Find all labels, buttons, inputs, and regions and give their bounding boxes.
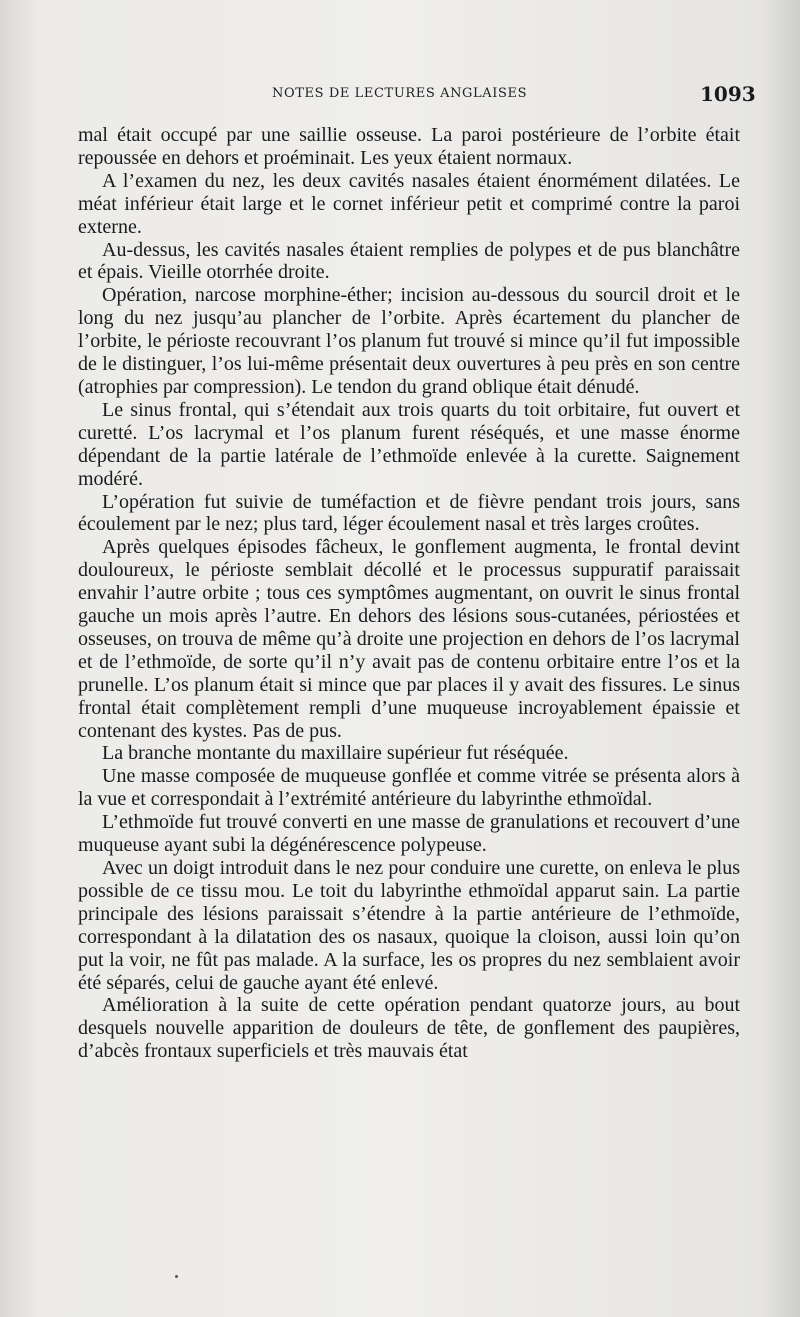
body-text (78, 124, 740, 1063)
paragraph: Une masse composée de muqueuse gonflée et comme vitrée se présenta alors à la vue et correspondait à l’extrémité antérieure du labyrinthe ethmoïdal. (78, 765, 740, 811)
paragraph: Après quelques épisodes fâcheux, le gonflement augmenta, le frontal devint douloureux, le périoste semblait décollé et le processus suppuratif paraissait envahir l’autre orbite ; tous ces symptômes augmentant, on ouvrit le sinus frontal gauche un mois après l’autre. En dehors des lésions sous-cutanées, périostées et osseuses, on trouva de même qu’à droite une projection en dehors de l’os lacrymal et de l’ethmoïde, de sorte qu’il n’y avait pas de contenu orbitaire entre l’os et la prunelle. L’os planum était si mince que par places il y avait des fissures. Le sinus frontal était complètement rempli d’une muqueuse incroyablement épaissie et contenant des kystes. Pas de pus. (78, 536, 740, 742)
running-title: NOTES DE LECTURES ANGLAISES (272, 86, 528, 101)
paragraph: mal était occupé par une saillie osseuse. La paroi postérieure de l’orbite était repoussée en dehors et proéminait. Les yeux étaient normaux. (78, 124, 740, 169)
paragraph: L’opération fut suivie de tuméfaction et de fièvre pendant trois jours, sans écoulement par le nez; plus tard, léger écoulement nasal et très larges croûtes. (78, 490, 740, 536)
paragraph: L’ethmoïde fut trouvé converti en une masse de granulations et recouvert d’une muqueuse ayant subi la dégénérescence polypeuse. (78, 811, 740, 857)
paragraph: A l’examen du nez, les deux cavités nasales étaient énormément dilatées. Le méat inférieur était large et le cornet inférieur petit et comprimé contre la paroi externe. (78, 169, 740, 238)
paragraph: Amélioration à la suite de cette opération pendant quatorze jours, au bout desquels nouvelle apparition de douleurs de tête, de gonflement des paupières, d’abcès frontaux superficiels et très mauvais état (78, 994, 740, 1063)
paragraph: Au-dessus, les cavités nasales étaient remplies de polypes et de pus blanchâtre et épais. Vieille otorrhée droite. (78, 238, 740, 284)
page-header (0, 82, 800, 110)
paragraph: Opération, narcose morphine-éther; incision au-dessous du sourcil droit et le long du nez jusqu’au plancher de l’orbite. Après écartement du plancher de l’orbite, le périoste recouvrant l’os planum fut trouvé si mince qu’il fut impossible de le distinguer, l’os lui-même présentait deux ouvertures à peu près en son centre (atrophies par compression). Le tendon du grand oblique était dénudé. (78, 284, 740, 398)
paragraph: La branche montante du maxillaire supérieur fut réséquée. (102, 742, 569, 765)
ink-speck (175, 1275, 178, 1278)
page-number: 1093 (700, 82, 756, 106)
paragraph: Le sinus frontal, qui s’étendait aux trois quarts du toit orbitaire, fut ouvert et curetté. L’os lacrymal et l’os planum furent réséqués, et une masse énorme dépendant de la partie latérale de l’ethmoïde enlevée à la curette. Saignement modéré. (78, 398, 740, 490)
paragraph: Avec un doigt introduit dans le nez pour conduire une curette, on enleva le plus possible de ce tissu mou. Le toit du labyrinthe ethmoïdal apparut sain. La partie principale des lésions paraissait s’étendre à la partie antérieure de l’ethmoïde, correspondant à la dilatation des os nasaux, quoique la cloison, aussi loin qu’on put la voir, ne fût pas malade. A la surface, les os propres du nez semblaient avoir été séparés, celui de gauche ayant été enlevé. (78, 857, 740, 994)
